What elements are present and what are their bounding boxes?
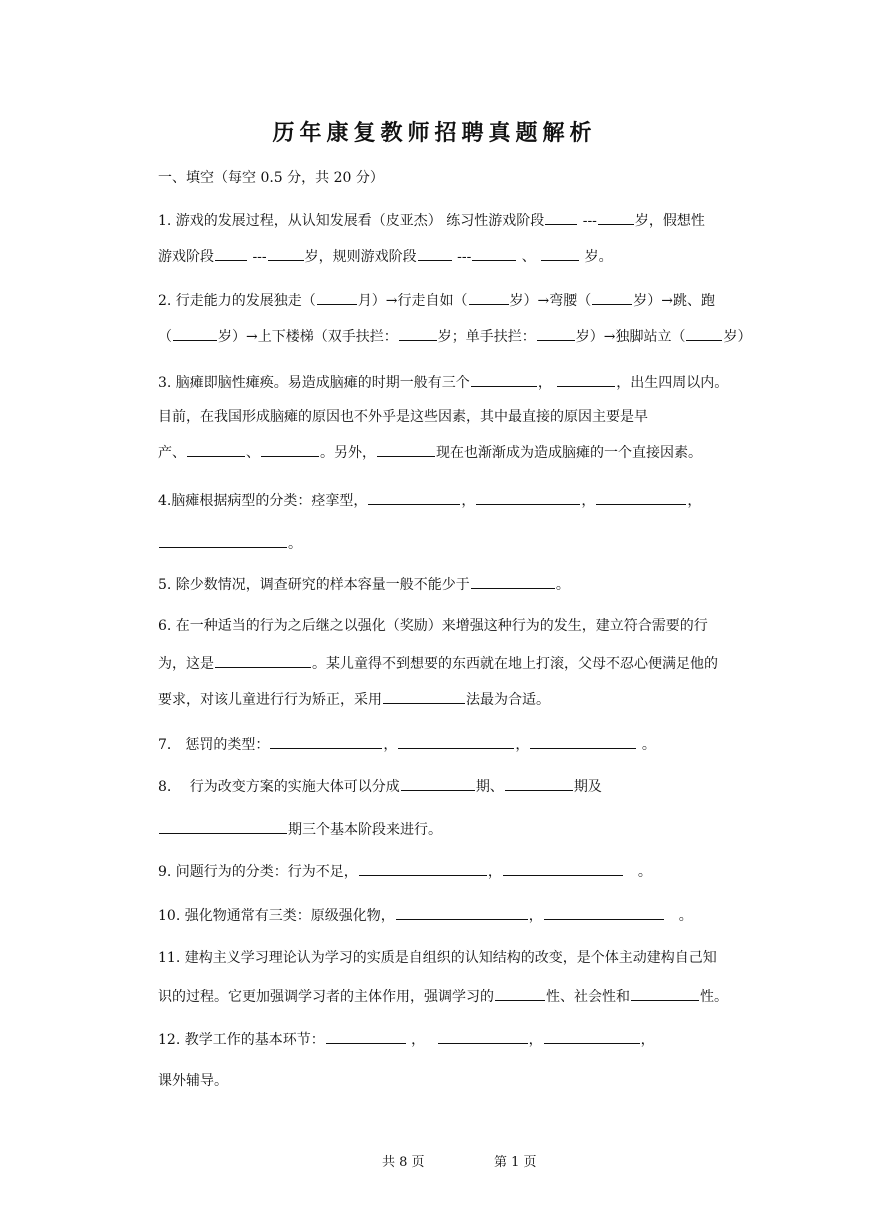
q5-text-a: 5. 除少数情况，调查研究的样本容量一般不能少于 [158,577,470,593]
answer-blank[interactable] [592,290,632,305]
q4-text-c: ， [581,493,596,509]
q9-text-a: 9. 问题行为的分类：行为不足， [158,864,358,880]
q3-text-f: 、 [246,445,260,461]
answer-blank[interactable] [368,490,460,505]
q3-text-h: 现在也渐渐成为造成脑瘫的一个直接因素。 [436,445,702,461]
q9-text-c: 。 [637,864,652,880]
question-12-line-1 [158,1029,770,1050]
q4-text-a: 4.脑瘫根据病型的分类：痉挛型， [158,493,368,509]
q2-text-c: 岁）→弯腰（ [509,293,592,309]
answer-blank[interactable] [495,986,545,1001]
question-1-line-1 [158,210,770,231]
question-6-line-3 [158,689,770,710]
q2-text-e: （ [158,329,172,345]
question-3-line-2 [158,407,770,427]
q6-text-e: 法最为合适。 [466,692,550,708]
q10-text-c: 。 [678,908,693,924]
answer-blank[interactable] [359,861,487,876]
question-9 [158,861,770,882]
answer-blank[interactable] [505,776,573,791]
question-5 [158,574,770,595]
q3-text-c: ，出生四周以内。 [616,375,729,391]
q1-text-b: 岁，假想性 [634,213,705,229]
answer-blank[interactable] [438,1029,528,1044]
q9-text-b: ， [487,864,502,880]
q10-text-b: ， [528,908,543,924]
answer-blank[interactable] [476,490,580,505]
q12-text-c: ， [528,1032,543,1048]
answer-blank[interactable] [471,372,537,387]
q3-text-e: 产、 [158,445,186,461]
answer-blank[interactable] [471,574,555,589]
answer-blank[interactable] [541,246,579,261]
q6-text-d: 要求，对该儿童进行行为矫正，采用 [158,692,382,708]
q1-text-a: 1. 游戏的发展过程，从认知发展看（皮亚杰） 练习性游戏阶段 [158,213,545,229]
question-7 [158,734,770,755]
answer-blank[interactable] [377,442,435,457]
q8-text-d: 期三个基本阶段来进行。 [288,822,442,838]
answer-blank[interactable] [545,210,577,225]
answer-blank[interactable] [317,290,357,305]
question-11-line-1 [158,948,770,968]
question-12-line-2 [158,1071,770,1091]
answer-blank[interactable] [469,290,509,305]
question-4-line-1 [158,490,770,511]
answer-blank[interactable] [159,533,287,548]
answer-blank[interactable] [503,861,623,876]
page-number: 第 1 页 [494,1155,537,1170]
answer-blank[interactable] [173,326,217,341]
q2-text-b: 月）→行走自如（ [357,293,468,309]
q12-text-b: ， [411,1032,419,1048]
question-8-line-2 [158,819,770,840]
answer-blank[interactable] [544,1029,640,1044]
q7-text-c: ， [515,737,530,753]
q11-text-c: 性、社会性和 [546,989,630,1005]
question-4-line-2 [158,533,770,554]
answer-blank[interactable] [383,689,465,704]
answer-blank[interactable] [401,776,475,791]
q2-text-g: 岁；单手扶拦： [437,329,536,345]
answer-blank[interactable] [159,819,287,834]
q3-text-b: ， [537,375,552,391]
q7-text-b: ， [383,737,398,753]
question-2-line-2 [158,326,770,347]
q1-text-f: 岁。 [584,249,613,265]
q8-text-a: 8. 行为改变方案的实施大体可以分成 [158,779,400,795]
question-11-line-2 [158,986,770,1007]
answer-blank[interactable] [261,442,319,457]
q2-text-h: 岁）→独脚站立（ [575,329,686,345]
q1-text-e: 、 [521,249,536,265]
q6-text-b: 为，这是 [158,656,214,672]
answer-blank[interactable] [326,1029,406,1044]
answer-blank[interactable] [544,905,664,920]
q1-dash-3: --- [457,249,472,265]
q1-text-c: 游戏阶段 [158,249,214,265]
answer-blank[interactable] [215,653,311,668]
q2-text-f: 岁）→上下楼梯（双手扶拦： [218,329,398,345]
q4-text-b: ， [461,493,476,509]
q2-text-d: 岁）→跳、跑 [633,293,716,309]
answer-blank[interactable] [530,734,636,749]
answer-blank[interactable] [418,246,452,261]
answer-blank[interactable] [396,905,528,920]
page-total: 共 8 页 [382,1155,425,1170]
q7-text-a: 7． 惩罚的类型： [158,737,270,753]
q4-text-e: 。 [288,536,302,552]
q8-text-c: 期及 [573,779,602,795]
answer-blank[interactable] [270,734,382,749]
answer-blank[interactable] [472,246,516,261]
q4-text-d: ， [687,493,702,509]
answer-blank[interactable] [187,442,245,457]
q1-dash-2: --- [252,249,267,265]
q1-dash: --- [582,213,597,229]
question-3-line-3 [158,442,770,463]
answer-blank[interactable] [398,734,514,749]
question-6-line-1 [158,616,770,636]
question-1-line-2 [158,246,770,267]
q3-text-d: 目前，在我国形成脑瘫的原因也不外乎是这些因素，其中最直接的原因主要是早 [158,409,648,425]
q11-text-b: 识的过程。它更加强调学习者的主体作用，强调学习的 [158,989,494,1005]
answer-blank[interactable] [215,246,247,261]
question-3-line-1 [158,372,770,393]
q3-text-g: 。另外， [320,445,376,461]
q12-text-d: ， [640,1032,655,1048]
answer-blank[interactable] [631,986,699,1001]
question-10 [158,905,770,926]
q8-text-b: 期、 [475,779,504,795]
answer-blank[interactable] [686,326,722,341]
answer-blank[interactable] [399,326,437,341]
section-text: 一、填空（每空 0.5 分，共 20 分） [158,170,384,186]
q3-text-a: 3. 脑瘫即脑性瘫痪。易造成脑瘫的时期一般有三个 [158,375,470,391]
q5-text-b: 。 [555,577,570,593]
question-2-line-1 [158,290,770,311]
answer-blank[interactable] [537,326,575,341]
section-heading [158,168,770,188]
q11-text-a: 11. 建构主义学习理论认为学习的实质是自组织的认知结构的改变，是个体主动建构自己知 [158,950,717,966]
page-title: 历年康复教师招聘真题解析 [272,120,597,146]
question-8-line-1 [158,776,770,797]
answer-blank[interactable] [598,210,634,225]
q1-text-d: 岁，规则游戏阶段 [304,249,417,265]
q7-text-d: 。 [641,737,656,753]
q12-text-a: 12. 教学工作的基本环节： [158,1032,325,1048]
answer-blank[interactable] [268,246,304,261]
q2-text-i: 岁） [723,329,752,345]
answer-blank[interactable] [596,490,686,505]
q12-text-e: 课外辅导。 [158,1073,228,1089]
answer-blank[interactable] [557,372,615,387]
q10-text-a: 10. 强化物通常有三类：原级强化物， [158,908,395,924]
question-6-line-2 [158,653,770,674]
q11-text-d: 性。 [700,989,728,1005]
q2-text-a: 2. 行走能力的发展独走（ [158,293,316,309]
q6-text-a: 6. 在一种适当的行为之后继之以强化（奖励）来增强这种行为的发生，建立符合需要的行 [158,618,708,634]
q6-text-c: 。某儿童得不到想要的东西就在地上打滚，父母不忍心便满足他的 [312,656,718,672]
